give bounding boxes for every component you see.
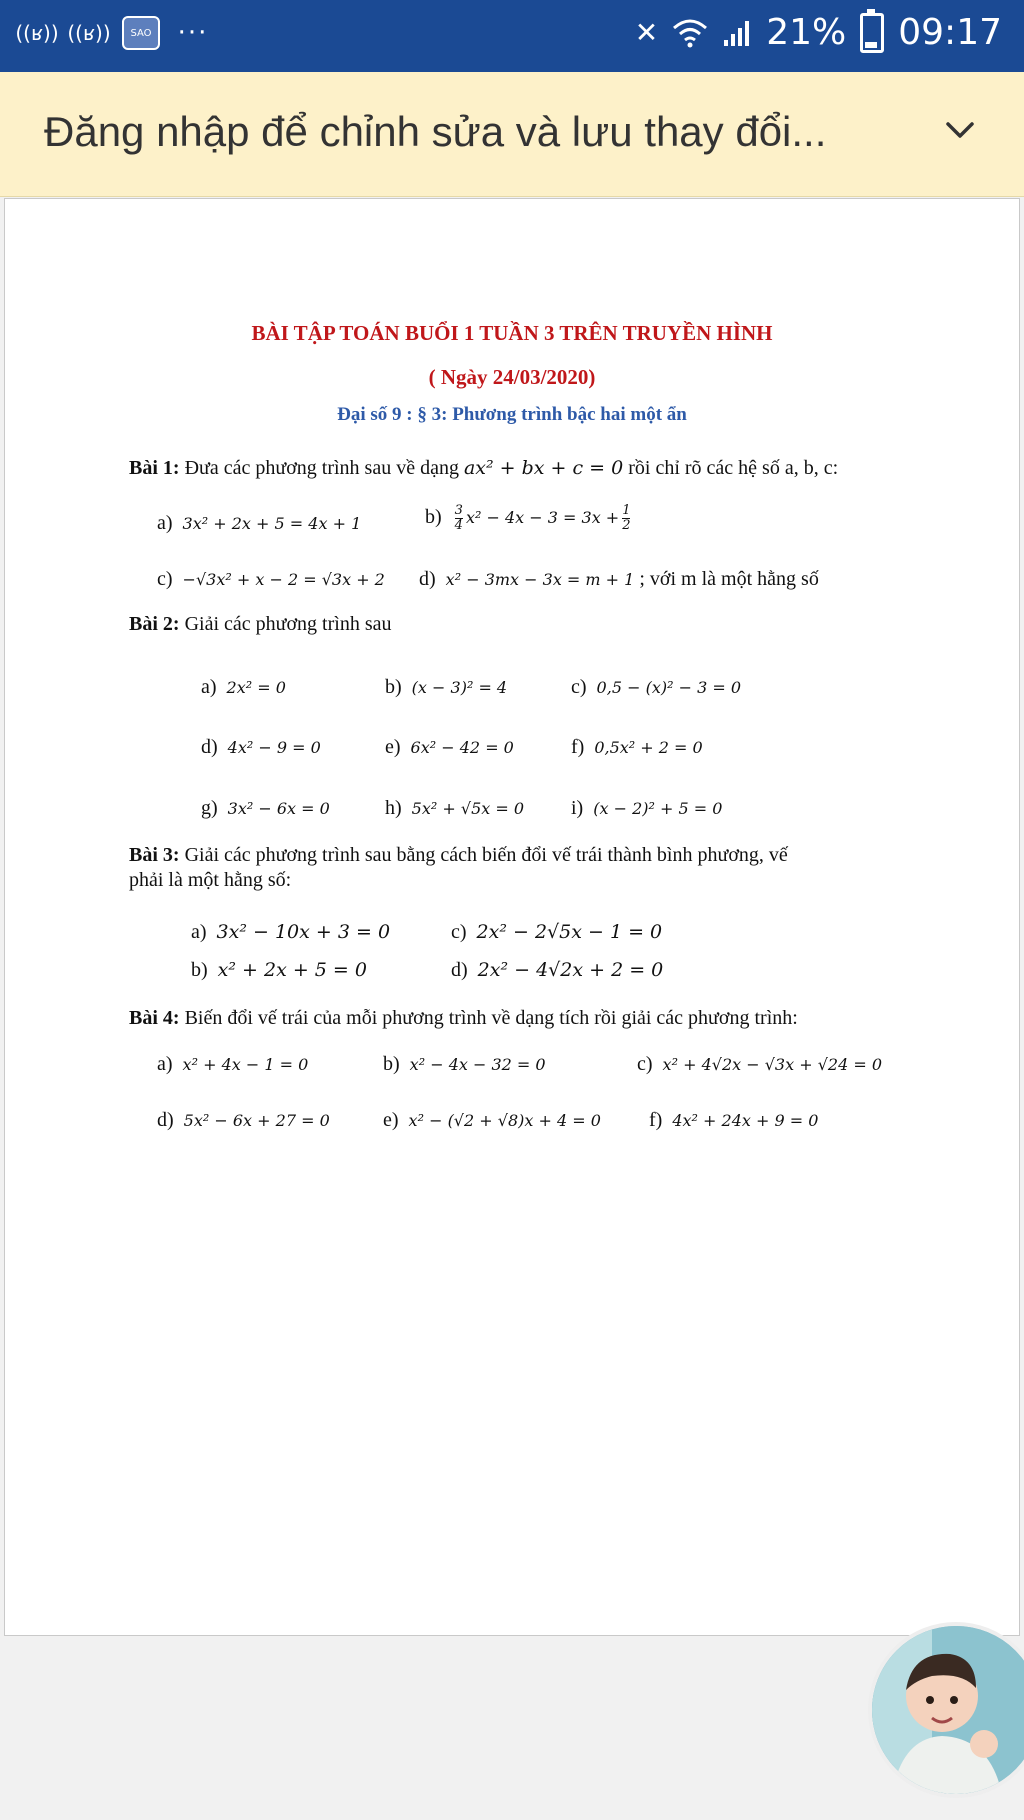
battery-icon <box>860 13 884 53</box>
mute-icon: ✕ <box>634 16 659 49</box>
equation: x² − 4x − 3 = 3x + <box>465 508 620 528</box>
bai2-item: a) 2x² = 0 <box>201 676 286 698</box>
avatar[interactable] <box>868 1622 1024 1798</box>
document-date: ( Ngày 24/03/2020) <box>428 365 596 389</box>
bai1-text: Đưa các phương trình sau về dạng <box>184 457 459 479</box>
bai2-text: Giải các phương trình sau <box>184 613 392 635</box>
bai3-item: a) 3x² − 10x + 3 = 0 <box>191 921 391 943</box>
bai1-heading <box>129 457 838 480</box>
document-title: BÀI TẬP TOÁN BUỔI 1 TUẦN 3 TRÊN TRUYỀN HÌNH <box>251 321 773 345</box>
clock: 09:17 <box>898 12 1002 53</box>
avatar-image <box>872 1626 1024 1794</box>
bai4-item: f) 4x² + 24x + 9 = 0 <box>649 1109 819 1131</box>
equation: −√3x² + x − 2 = √3x + 2 <box>182 570 385 589</box>
item-label: a) <box>157 512 173 534</box>
bai1-item-a <box>157 512 361 535</box>
hotspot-icon: ((ʁ)) <box>67 21 111 45</box>
app-icon: SAO <box>122 16 160 50</box>
banner-text: Đăng nhập để chỉnh sửa và lưu thay đổi... <box>44 108 827 155</box>
bai4-label: Bài 4: <box>129 1007 180 1029</box>
document-subtitle: Đại số 9 : § 3: Phương trình bậc hai một ẩn <box>337 404 687 425</box>
bai4-item: e) x² − (√2 + √8)x + 4 = 0 <box>383 1109 601 1131</box>
signal-icon <box>722 18 752 48</box>
bai2-item: h) 5x² + √5x = 0 <box>385 797 525 819</box>
wifi-icon <box>672 18 708 48</box>
bai4-heading <box>129 1007 798 1030</box>
note: ; với m là một hằng số <box>639 568 819 590</box>
sign-in-banner[interactable] <box>0 72 1024 197</box>
bai3-heading <box>129 844 788 867</box>
equation: 3x² + 2x + 5 = 4x + 1 <box>182 514 362 533</box>
more-icon: ··· <box>177 18 209 48</box>
bai1-form: ax² + bx + c = 0 <box>463 457 624 479</box>
bai1-label: Bài 1: <box>129 457 180 479</box>
fraction: $\frac{3}{4}$ <box>454 503 463 533</box>
bai3-item: d) 2x² − 4√2x + 2 = 0 <box>451 959 664 981</box>
bai4-item: d) 5x² − 6x + 27 = 0 <box>157 1109 330 1131</box>
bai2-item: b) (x − 3)² = 4 <box>385 676 508 698</box>
bai1-item-d <box>419 568 819 591</box>
status-bar <box>0 0 1024 72</box>
item-label: d) <box>419 568 436 590</box>
bai2-heading <box>129 613 391 636</box>
bai3-text: Giải các phương trình sau bằng cách biến đổi vế trái thành bình phương, vế <box>184 844 788 866</box>
item-label: c) <box>157 568 173 590</box>
fraction: $\frac{1}{2}$ <box>622 503 631 533</box>
bai3-item: c) 2x² − 2√5x − 1 = 0 <box>451 921 663 943</box>
bai3-text2: phải là một hằng số: <box>129 869 292 891</box>
nfc-icon: ((ʁ)) <box>15 21 59 45</box>
bai1-item-c <box>157 568 385 591</box>
bai4-item: c) x² + 4√2x − √3x + √24 = 0 <box>637 1053 883 1075</box>
document-page[interactable] <box>4 198 1020 1636</box>
bai3-label: Bài 3: <box>129 844 180 866</box>
item-label: b) <box>425 506 442 529</box>
bai4-text: Biến đổi vế trái của mỗi phương trình về dạng tích rồi giải các phương trình: <box>184 1007 798 1029</box>
bai2-item: g) 3x² − 6x = 0 <box>201 797 330 819</box>
bai2-item: i) (x − 2)² + 5 = 0 <box>571 797 723 819</box>
bai1-item-b <box>425 504 633 533</box>
bai4-item: b) x² − 4x − 32 = 0 <box>383 1053 546 1075</box>
bai1-text2: rồi chỉ rõ các hệ số a, b, c: <box>628 457 839 479</box>
bai2-item: f) 0,5x² + 2 = 0 <box>571 736 703 758</box>
bai2-item: d) 4x² − 9 = 0 <box>201 736 321 758</box>
bai3-item: b) x² + 2x + 5 = 0 <box>191 959 367 981</box>
battery-percent: 21% <box>766 12 847 53</box>
bai2-item: c) 0,5 − (x)² − 3 = 0 <box>571 676 742 698</box>
bai4-item: a) x² + 4x − 1 = 0 <box>157 1053 309 1075</box>
bai2-item: e) 6x² − 42 = 0 <box>385 736 514 758</box>
equation: x² − 3mx − 3x = m + 1 <box>445 570 635 589</box>
bai2-label: Bài 2: <box>129 613 180 635</box>
chevron-down-icon[interactable] <box>940 110 980 150</box>
